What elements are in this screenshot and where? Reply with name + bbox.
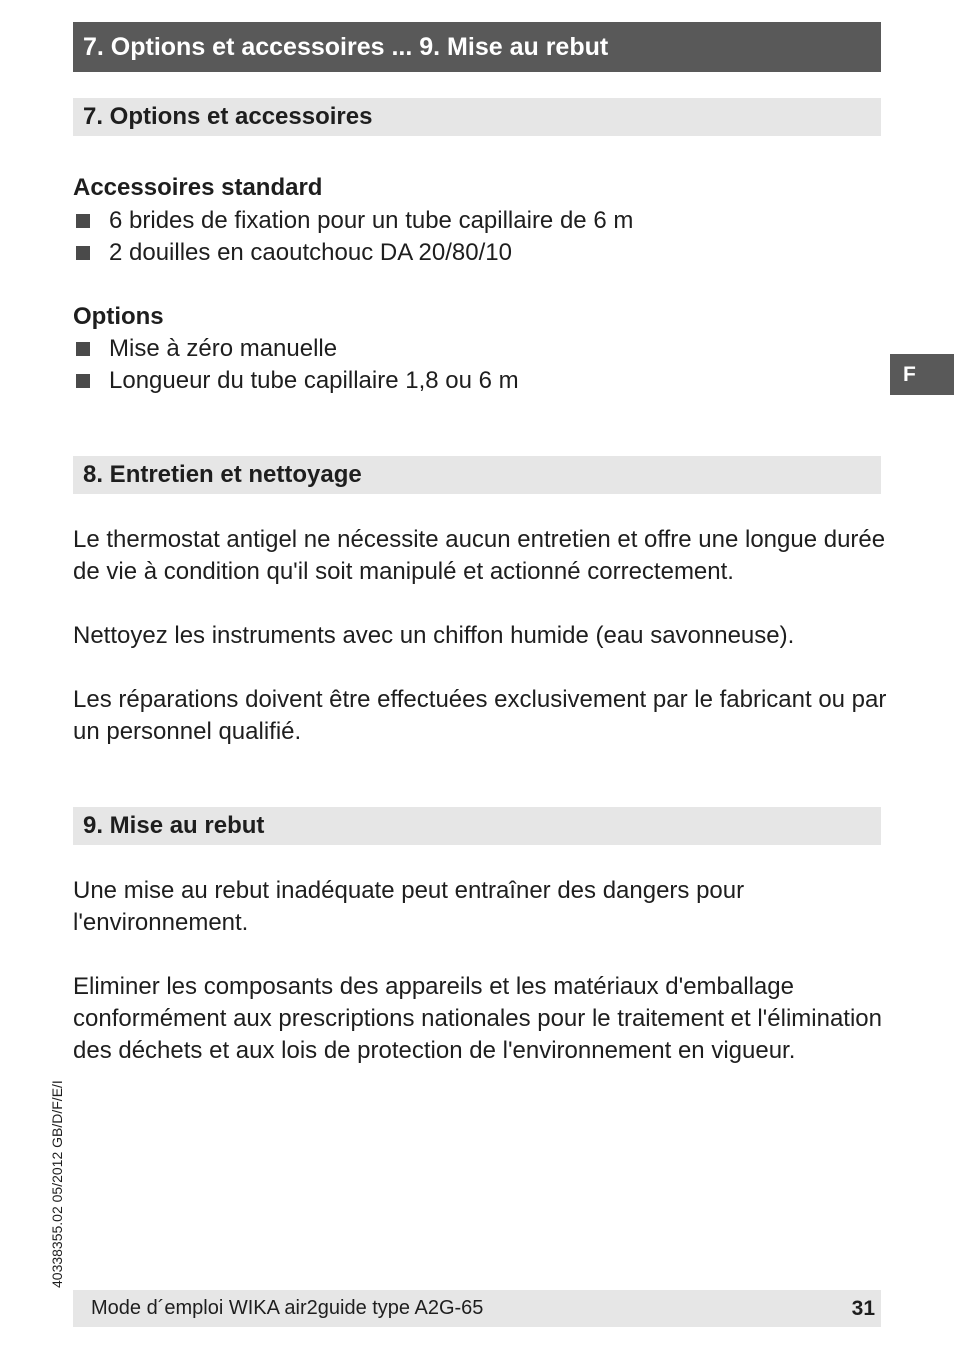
list-item-text: 2 douilles en caoutchouc DA 20/80/10: [109, 239, 512, 266]
document-code: 40338355.02 05/2012 GB/D/F/E/I: [49, 1080, 65, 1288]
paragraph: Eliminer les composants des appareils et les matériaux d'emballage conformément aux prescriptions nationales pour le traitement et l'élimination des déchets et aux lois de protection de l'environnement en vigueur.: [73, 973, 882, 1064]
list-item: [73, 237, 512, 269]
page-header-title: 7. Options et accessoires ... 9. Mise au rebut: [73, 22, 881, 72]
section-7-heading: 7. Options et accessoires: [73, 98, 881, 136]
paragraph: Nettoyez les instruments avec un chiffon humide (eau savonneuse).: [73, 622, 795, 649]
bullet-square-icon: [76, 214, 90, 228]
options-title: Options: [73, 303, 164, 330]
standard-accessories-title: Accessoires standard: [73, 174, 323, 201]
list-item-text: Longueur du tube capillaire 1,8 ou 6 m: [109, 367, 519, 394]
page-number: 31: [851, 1297, 875, 1320]
footer-text: Mode d´emploi WIKA air2guide type A2G-65: [91, 1297, 484, 1319]
list-item: [73, 205, 633, 237]
bullet-square-icon: [76, 246, 90, 260]
bullet-square-icon: [76, 374, 90, 388]
paragraph: Le thermostat antigel ne nécessite aucun entretien et offre une longue durée de vie à condition qu'il soit manipulé et actionné correctement.: [73, 526, 886, 585]
bullet-square-icon: [76, 342, 90, 356]
section-9-heading: 9. Mise au rebut: [73, 807, 881, 845]
list-item-text: Mise à zéro manuelle: [109, 335, 338, 362]
paragraph: Une mise au rebut inadéquate peut entraîner des dangers pour l'environnement.: [73, 877, 745, 936]
paragraph: Les réparations doivent être effectuées exclusivement par le fabricant ou par un personnel qualifié.: [73, 686, 887, 745]
page-footer: [73, 1290, 881, 1327]
section-8-heading: 8. Entretien et nettoyage: [73, 456, 881, 494]
list-item: [73, 333, 337, 365]
list-item-text: 6 brides de fixation pour un tube capillaire de 6 m: [109, 207, 634, 234]
language-tab: F: [890, 354, 954, 395]
list-item: [73, 365, 519, 397]
